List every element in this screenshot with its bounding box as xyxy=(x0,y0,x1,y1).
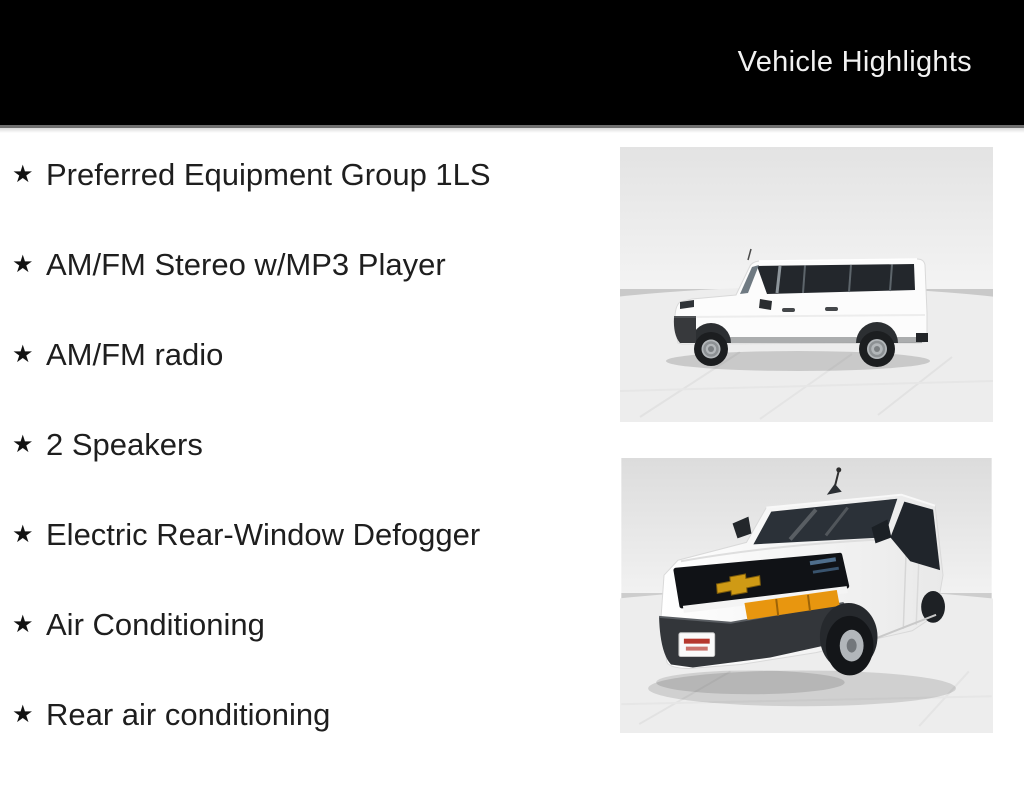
star-bullet-icon: ★ xyxy=(12,341,34,368)
highlight-item xyxy=(12,155,620,195)
content-area xyxy=(0,128,1024,785)
van-side-illustration xyxy=(620,147,993,422)
page-title: Vehicle Highlights xyxy=(737,46,972,78)
van-front-illustration xyxy=(620,458,993,733)
vehicle-photo-front-quarter-view[interactable] xyxy=(620,458,993,733)
highlight-item xyxy=(12,605,620,645)
highlight-item xyxy=(12,425,620,465)
highlights-list xyxy=(0,128,620,785)
star-bullet-icon: ★ xyxy=(12,251,34,278)
highlight-item xyxy=(12,245,620,285)
star-bullet-icon: ★ xyxy=(12,161,34,188)
highlight-label: Preferred Equipment Group 1LS xyxy=(46,157,491,192)
star-bullet-icon: ★ xyxy=(12,431,34,458)
highlight-item xyxy=(12,515,620,555)
highlight-label: Rear air conditioning xyxy=(46,697,331,732)
star-bullet-icon: ★ xyxy=(12,701,34,728)
header-bar xyxy=(0,0,1024,128)
highlight-label: 2 Speakers xyxy=(46,427,203,462)
highlight-label: AM/FM radio xyxy=(46,337,224,372)
vehicle-photo-side-view[interactable] xyxy=(620,147,993,422)
star-bullet-icon: ★ xyxy=(12,521,34,548)
photo-column xyxy=(620,147,993,733)
star-bullet-icon: ★ xyxy=(12,611,34,638)
highlight-label: AM/FM Stereo w/MP3 Player xyxy=(46,247,446,282)
highlight-label: Electric Rear-Window Defogger xyxy=(46,517,481,552)
highlight-item xyxy=(12,335,620,375)
highlight-label: Air Conditioning xyxy=(46,607,265,642)
highlight-item xyxy=(12,695,620,735)
